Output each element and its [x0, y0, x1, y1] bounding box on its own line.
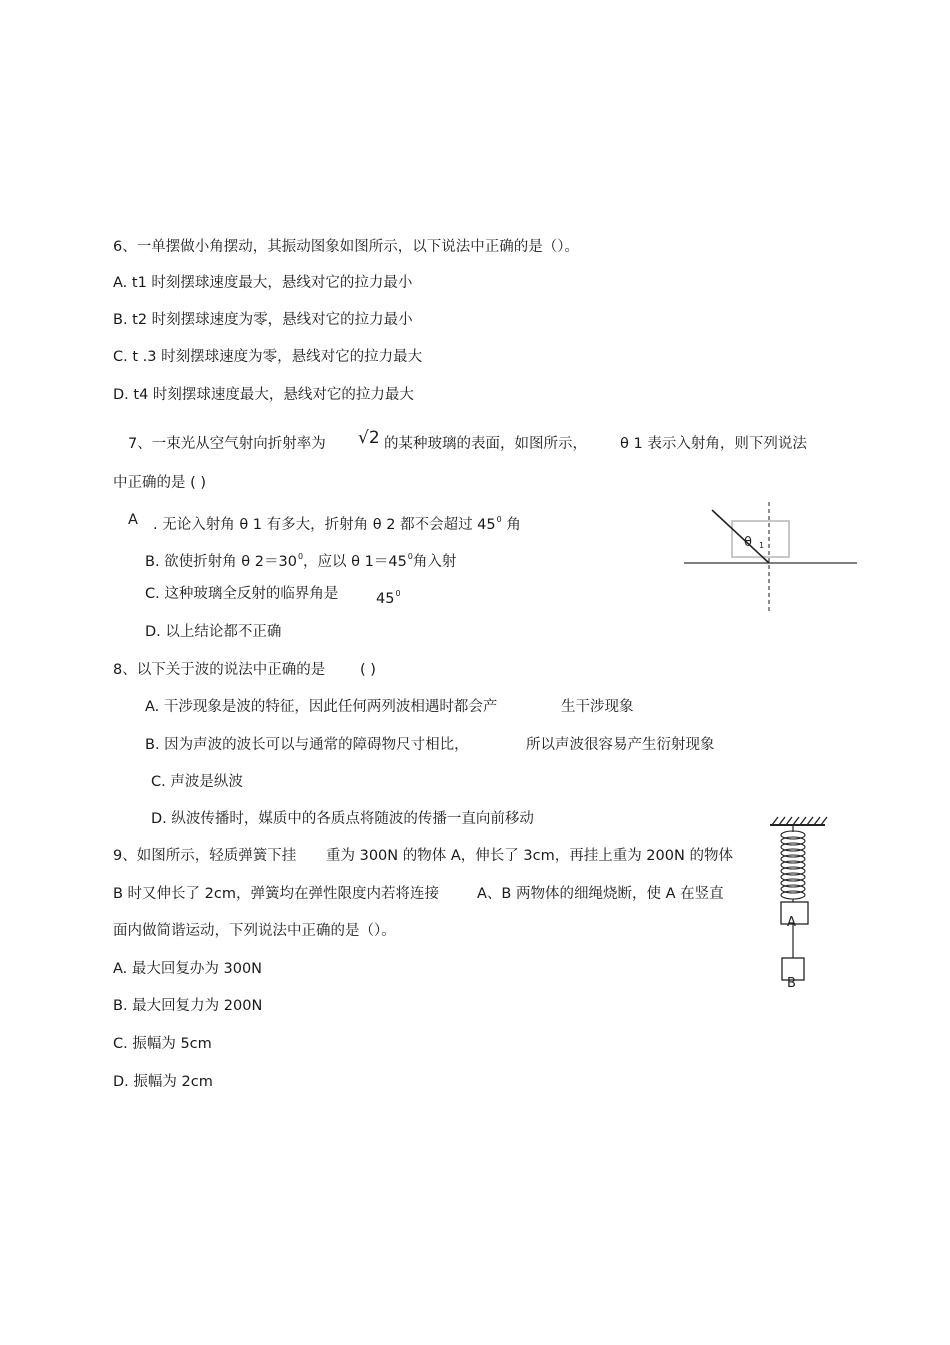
- q9-spring-figure: [765, 812, 835, 992]
- q9-option-d: D. 振幅为 2cm: [113, 1074, 213, 1090]
- q9-stem-line2-end: A、B 两物体的细绳烧断，使 A 在竖直: [477, 886, 724, 902]
- q6-option-d: D. t4 时刻摆球速度最大，悬线对它的拉力最大: [113, 387, 414, 403]
- q7-stem-line2: 中正确的是 ( ): [113, 475, 207, 491]
- q7-option-c-angle: 45: [376, 591, 395, 607]
- q7-glass-block: [732, 521, 789, 557]
- q9-option-b: B. 最大回复力为 200N: [113, 998, 263, 1014]
- q6-option-a: A. t1 时刻摆球速度最大，悬线对它的拉力最小: [113, 275, 413, 291]
- q8-option-b-end: 所以声波很容易产生衍射现象: [526, 737, 715, 753]
- q7-option-c-value: [376, 584, 401, 609]
- q7-incident-ray: [712, 510, 769, 563]
- q7-option-a-tail: 角: [501, 517, 521, 533]
- q7-option-b-pre: B. 欲使折射角 θ 2＝30: [145, 554, 297, 570]
- q9-stem-line3: 面内做简谐运动，下列说法中正确的是（）。: [113, 923, 396, 939]
- q7-option-a-degree: 0: [496, 515, 502, 524]
- q9-spring-coils: [781, 831, 805, 899]
- q8-option-a-start: A. 干涉现象是波的特征，因此任何两列波相遇时都会产: [145, 699, 498, 715]
- q7-theta-label: θ: [744, 535, 752, 550]
- q7-option-d: D. 以上结论都不正确: [145, 624, 282, 640]
- q8-stem: 8、以下关于波的说法中正确的是: [113, 662, 326, 678]
- q9-option-a: A. 最大回复办为 300N: [113, 961, 263, 977]
- q7-stem-prefix: 7、一束光从空气射向折射率为: [128, 436, 326, 452]
- q7-option-b-mid: ，应以 θ 1＝45: [303, 554, 407, 570]
- q7-refraction-figure: [682, 498, 862, 618]
- q9-ceiling-hatch: [772, 817, 827, 825]
- q9-stem-line2-start: B 时又伸长了 2cm，弹簧均在弹性限度内若将连接: [113, 886, 439, 902]
- q9-option-c: C. 振幅为 5cm: [113, 1036, 212, 1052]
- q7-sqrt-expression: √2: [358, 428, 380, 448]
- q7-theta-subscript: 1: [759, 541, 765, 550]
- q6-option-c: C. t .3 时刻摆球速度为零，悬线对它的拉力最大: [113, 349, 423, 365]
- q9-stem-line1-end: 重为 300N 的物体 A，伸长了 3cm，再挂上重为 200N 的物体: [326, 848, 733, 864]
- q7-option-a-letter: A: [128, 512, 138, 528]
- q7-option-a: [153, 510, 521, 535]
- q6-option-b: B. t2 时刻摆球速度为零，悬线对它的拉力最小: [113, 312, 413, 328]
- q9-stem-line1-start: 9、如图所示，轻质弹簧下挂: [113, 848, 297, 864]
- q7-stem-theta: θ 1 表示入射角，则下列说法: [620, 436, 807, 452]
- q7-option-c: C. 这种玻璃全反射的临界角是: [145, 586, 339, 602]
- q8-option-a-end: 生干涉现象: [561, 699, 634, 715]
- q6-stem: 6、一单摆做小角摆动，其振动图象如图所示，以下说法中正确的是（）。: [113, 239, 579, 255]
- q7-option-b-degree2: 0: [407, 552, 413, 561]
- q7-option-a-text: . 无论入射角 θ 1 有多大，折射角 θ 2 都不会超过 45: [153, 517, 496, 533]
- q7-stem-middle: 的某种玻璃的表面，如图所示，: [384, 436, 587, 452]
- q8-option-b-start: B. 因为声波的波长可以与通常的障碍物尺寸相比，: [145, 737, 469, 753]
- q8-stem-paren: ( ): [360, 662, 376, 678]
- q8-option-d: D. 纵波传播时，媒质中的各质点将随波的传播一直向前移动: [151, 811, 534, 827]
- q9-block-b-label: B: [787, 976, 796, 991]
- q9-block-a-label: A: [787, 915, 796, 930]
- q7-option-b: [145, 547, 456, 572]
- q7-option-b-degree1: 0: [297, 552, 304, 561]
- q8-option-c: C. 声波是纵波: [151, 774, 243, 790]
- q7-option-c-degree: 0: [395, 589, 401, 598]
- q7-option-b-tail: 角入射: [412, 554, 457, 570]
